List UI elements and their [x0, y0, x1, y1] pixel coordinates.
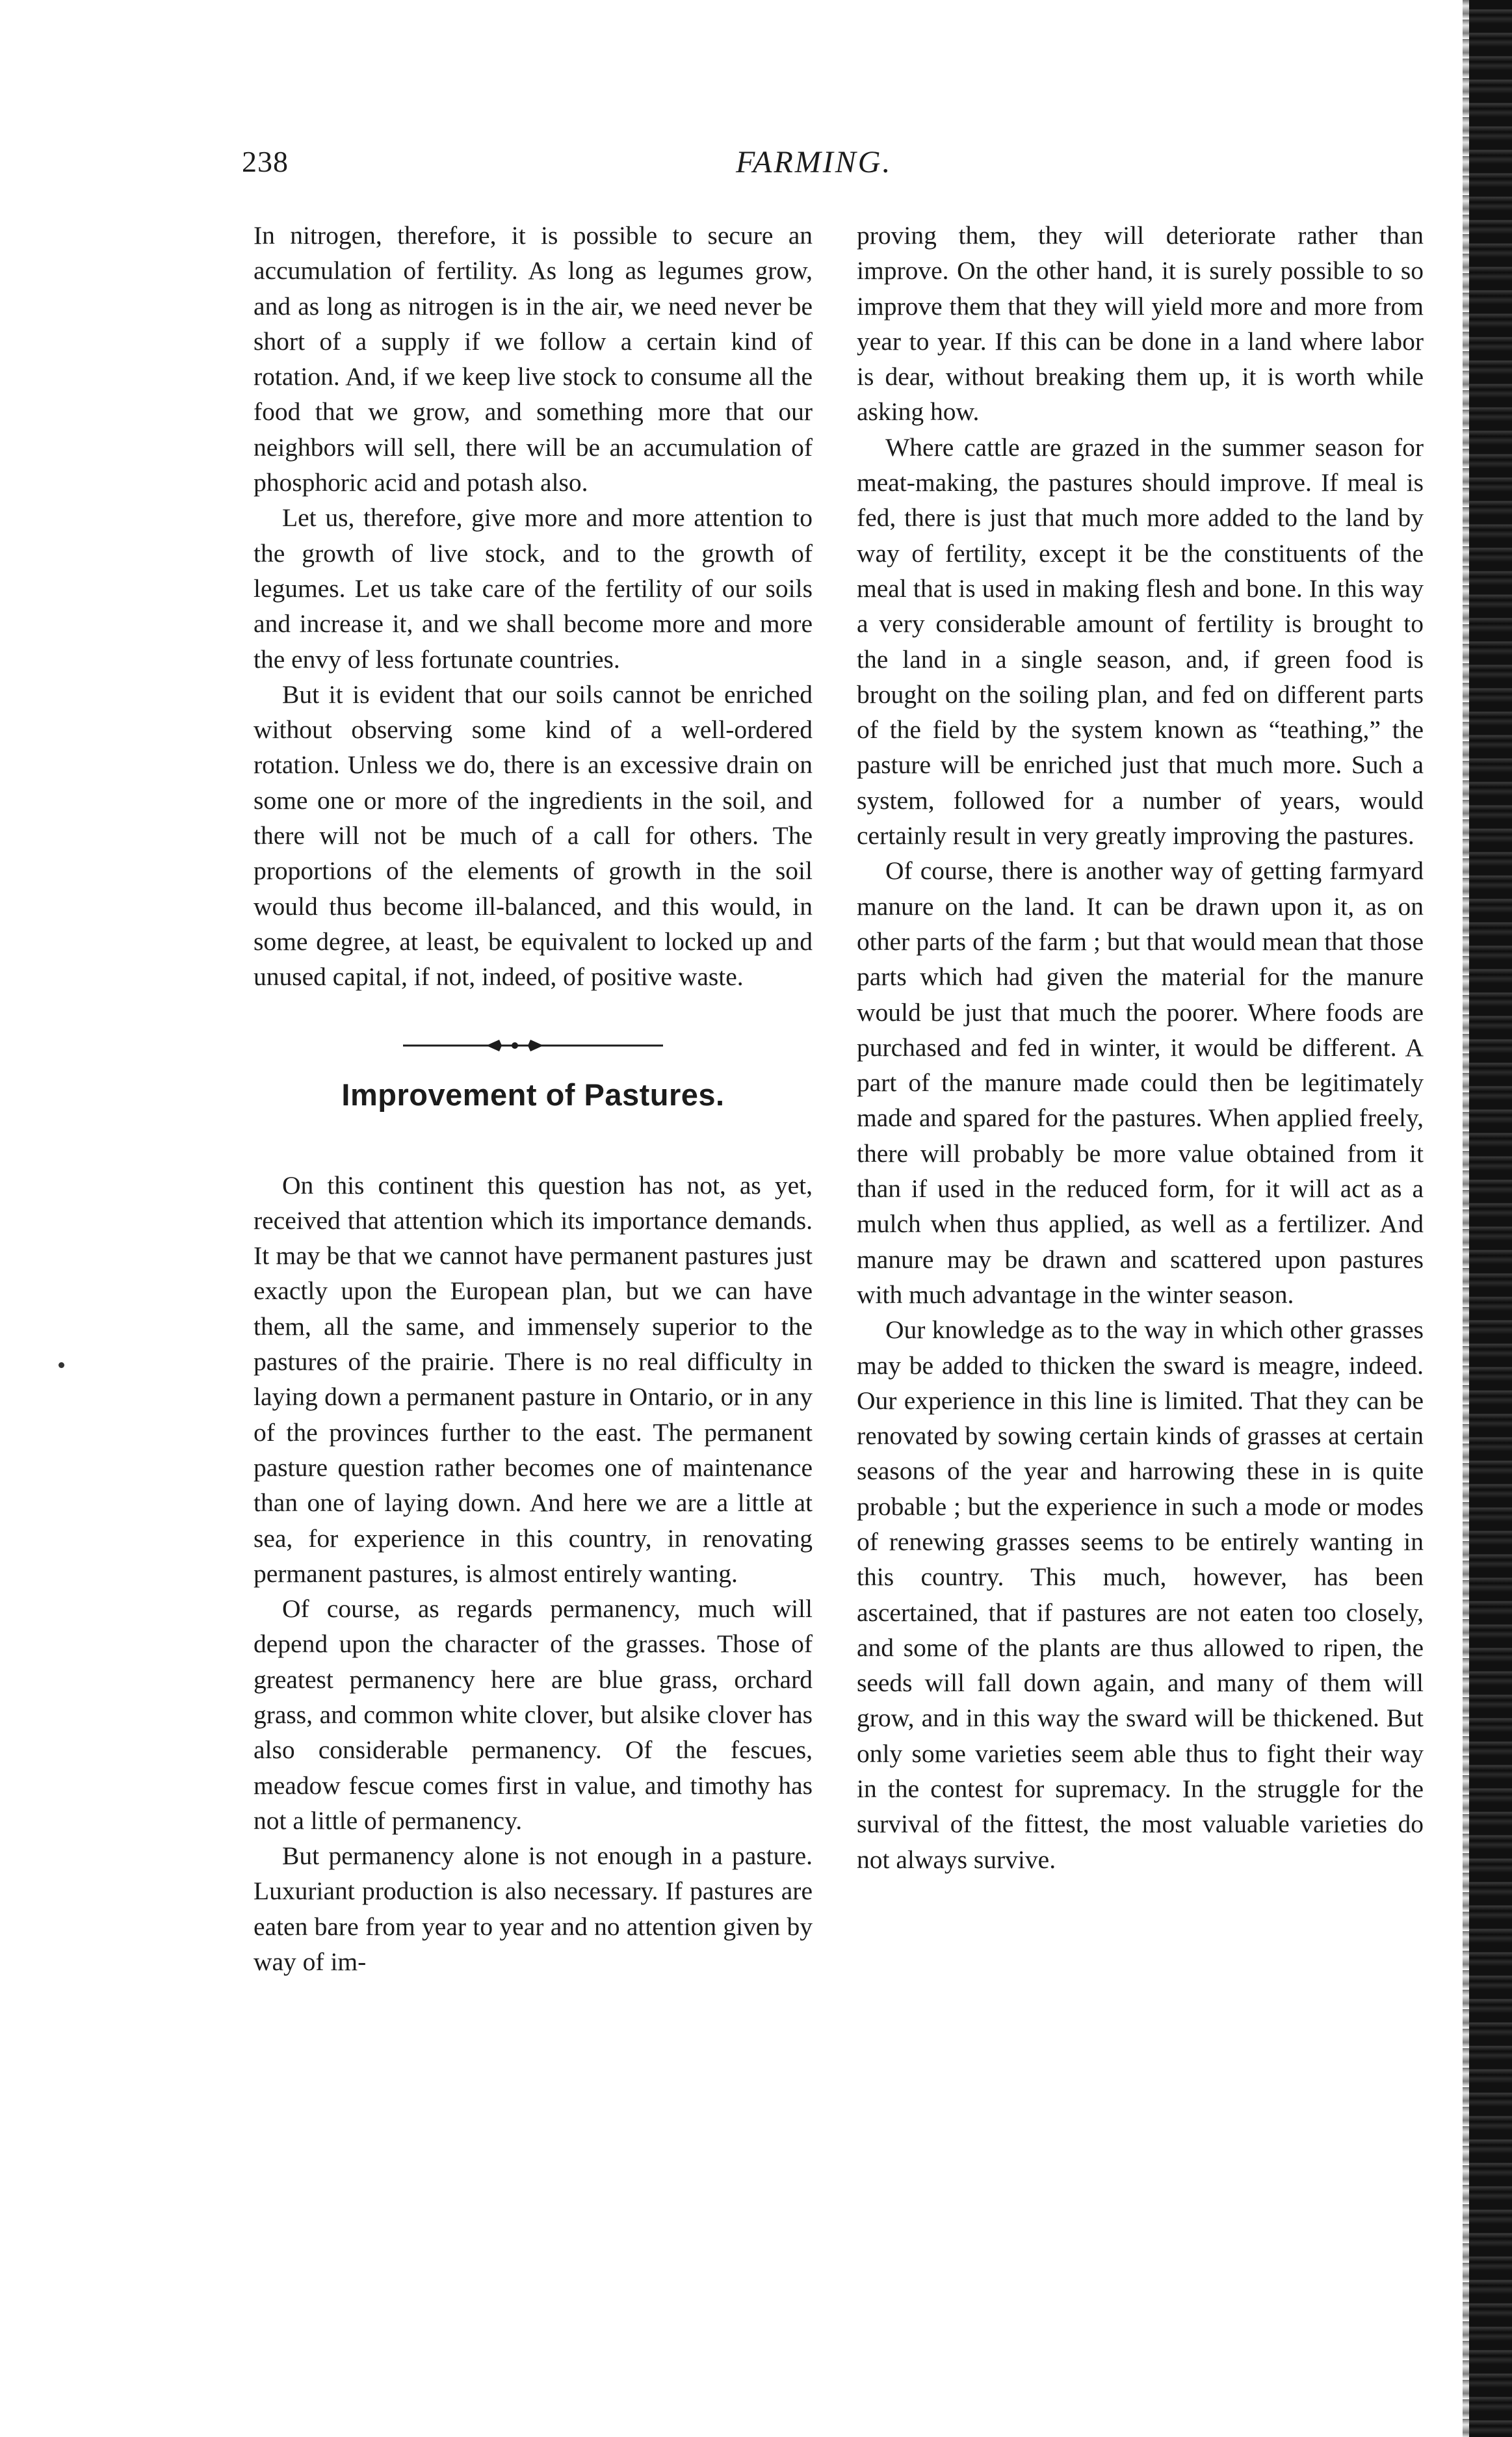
paragraph: In nitrogen, therefore, it is possible to secure an accumulation of fertility. As long as legumes grow, and as long as nitrogen is in the air, we need never be short of a supply if we follow a certain kind of rotation. And, if we keep live stock to consume all the food that we grow, and something more that our neighbors will sell, there will be an accumulation of phosphoric acid and potash also.	[254, 221, 813, 497]
paragraph: proving them, they will deteriorate rather than improve. On the other hand, it is surely possible to so improve them that they will yield more and more from year to year. If this can be done in a land where labor is dear, without breaking them up, it is worth while asking how.	[857, 221, 1424, 427]
paragraph: But it is evident that our soils cannot be enriched without observing some kind of a well-ordered rotation. Unless we do, there is an excessive drain on some one or more of the ingredients in the soil, and there will not be much of a call for others. The proportions of the elements of growth in the soil would thus become ill-balanced, and this would, in some degree, at least, be equivalent to locked up and unused capital, if not, indeed, of positive waste.	[254, 679, 813, 992]
divider-ornament-icon	[403, 1033, 663, 1059]
binding-edge-decoration	[1469, 0, 1512, 2437]
left-column	[254, 218, 813, 1979]
paragraph: Of course, there is another way of getting farmyard manure on the land. It can be drawn upon it, as on other parts of the farm ; but that would mean that those parts which had given the material for the manure would be just that much the poorer. Where foods are purchased and fed in winter, it would be different. A part of the manure made could then be legitimately made and spared for the pastures. When applied freely, there will probably be more value obtained from it than if used in the reduced form, for it will act as a mulch when thus applied, as well as a fertilizer. And manure may be drawn and scattered upon pastures with much advantage in the winter season.	[857, 856, 1424, 1309]
page-header	[242, 144, 1438, 190]
page-number: 238	[242, 145, 289, 178]
right-column	[857, 218, 1424, 1877]
paragraph: Our knowledge as to the way in which other grasses may be added to thicken the sward is meagre, indeed. Our experience in this line is limited. That they can be renovated by sowing certain kinds of grasses at certain seasons of the year and harrowing these in is quite probable ; but the experience in such a mode or modes of renewing grasses seems to be entirely wanting in this country. This much, however, has been ascertained, that if pastures are not eaten too closely, and some of the plants are thus allowed to ripen, the seeds will fall down again, and many of them will grow, and in this way the sward will be thickened. But only some varieties seem able thus to fight their way in the contest for supremacy. In the struggle for the survival of the fittest, the most valuable varieties do not always survive.	[857, 1315, 1424, 1874]
section-divider-ornament	[254, 1030, 813, 1065]
paragraph: But permanency alone is not enough in a pasture. Luxuriant production is also necessary. If pastures are eaten bare from year to year and no attention given by way of im-	[254, 1841, 813, 1977]
paragraph: Let us, therefore, give more and more attention to the growth of live stock, and to the growth of legumes. Let us take care of the fertility of our soils and increase it, and we shall become more and more the envy of less fortunate countries.	[254, 503, 813, 674]
scan-speck-decoration	[59, 1362, 64, 1368]
paragraph: Where cattle are grazed in the summer season for meat-making, the pastures should improve. If meal is fed, there is just that much more added to the land by way of fertility, except it be the constituents of the meal that is used in making flesh and bone. In this way a very considerable amount of fertility is brought to the land in a single season, and, if green food is brought on the soiling plan, and fed on different parts of the field by the system known as “teathing,” the pasture will be enriched just that much more. Such a system, followed for a number of years, would certainly result in very greatly improving the pastures.	[857, 432, 1424, 850]
paragraph: On this continent this question has not, as yet, received that attention which its importance demands. It may be that we cannot have permanent pastures just exactly upon the European plan, but we can have them, all the same, and immensely superior to the pastures of the prairie. There is no real difficulty in laying down a permanent pasture in Ontario, or in any of the provinces further to the east. The permanent pasture question rather becomes one of maintenance than one of laying down. And here we are a little at sea, for experience in this country, in renovating permanent pastures, is almost entirely wanting.	[254, 1170, 813, 1588]
running-title: FARMING.	[736, 145, 893, 179]
section-heading: Improvement of Pastures.	[341, 1077, 725, 1112]
paragraph: Of course, as regards permanency, much will depend upon the character of the grasses. Those of greatest permanency here are blue grass, orchard grass, and common white clover, but alsike clover has also considerable permanency. Of the fescues, meadow fescue comes first in value, and timothy has not a little of permanency.	[254, 1594, 813, 1835]
